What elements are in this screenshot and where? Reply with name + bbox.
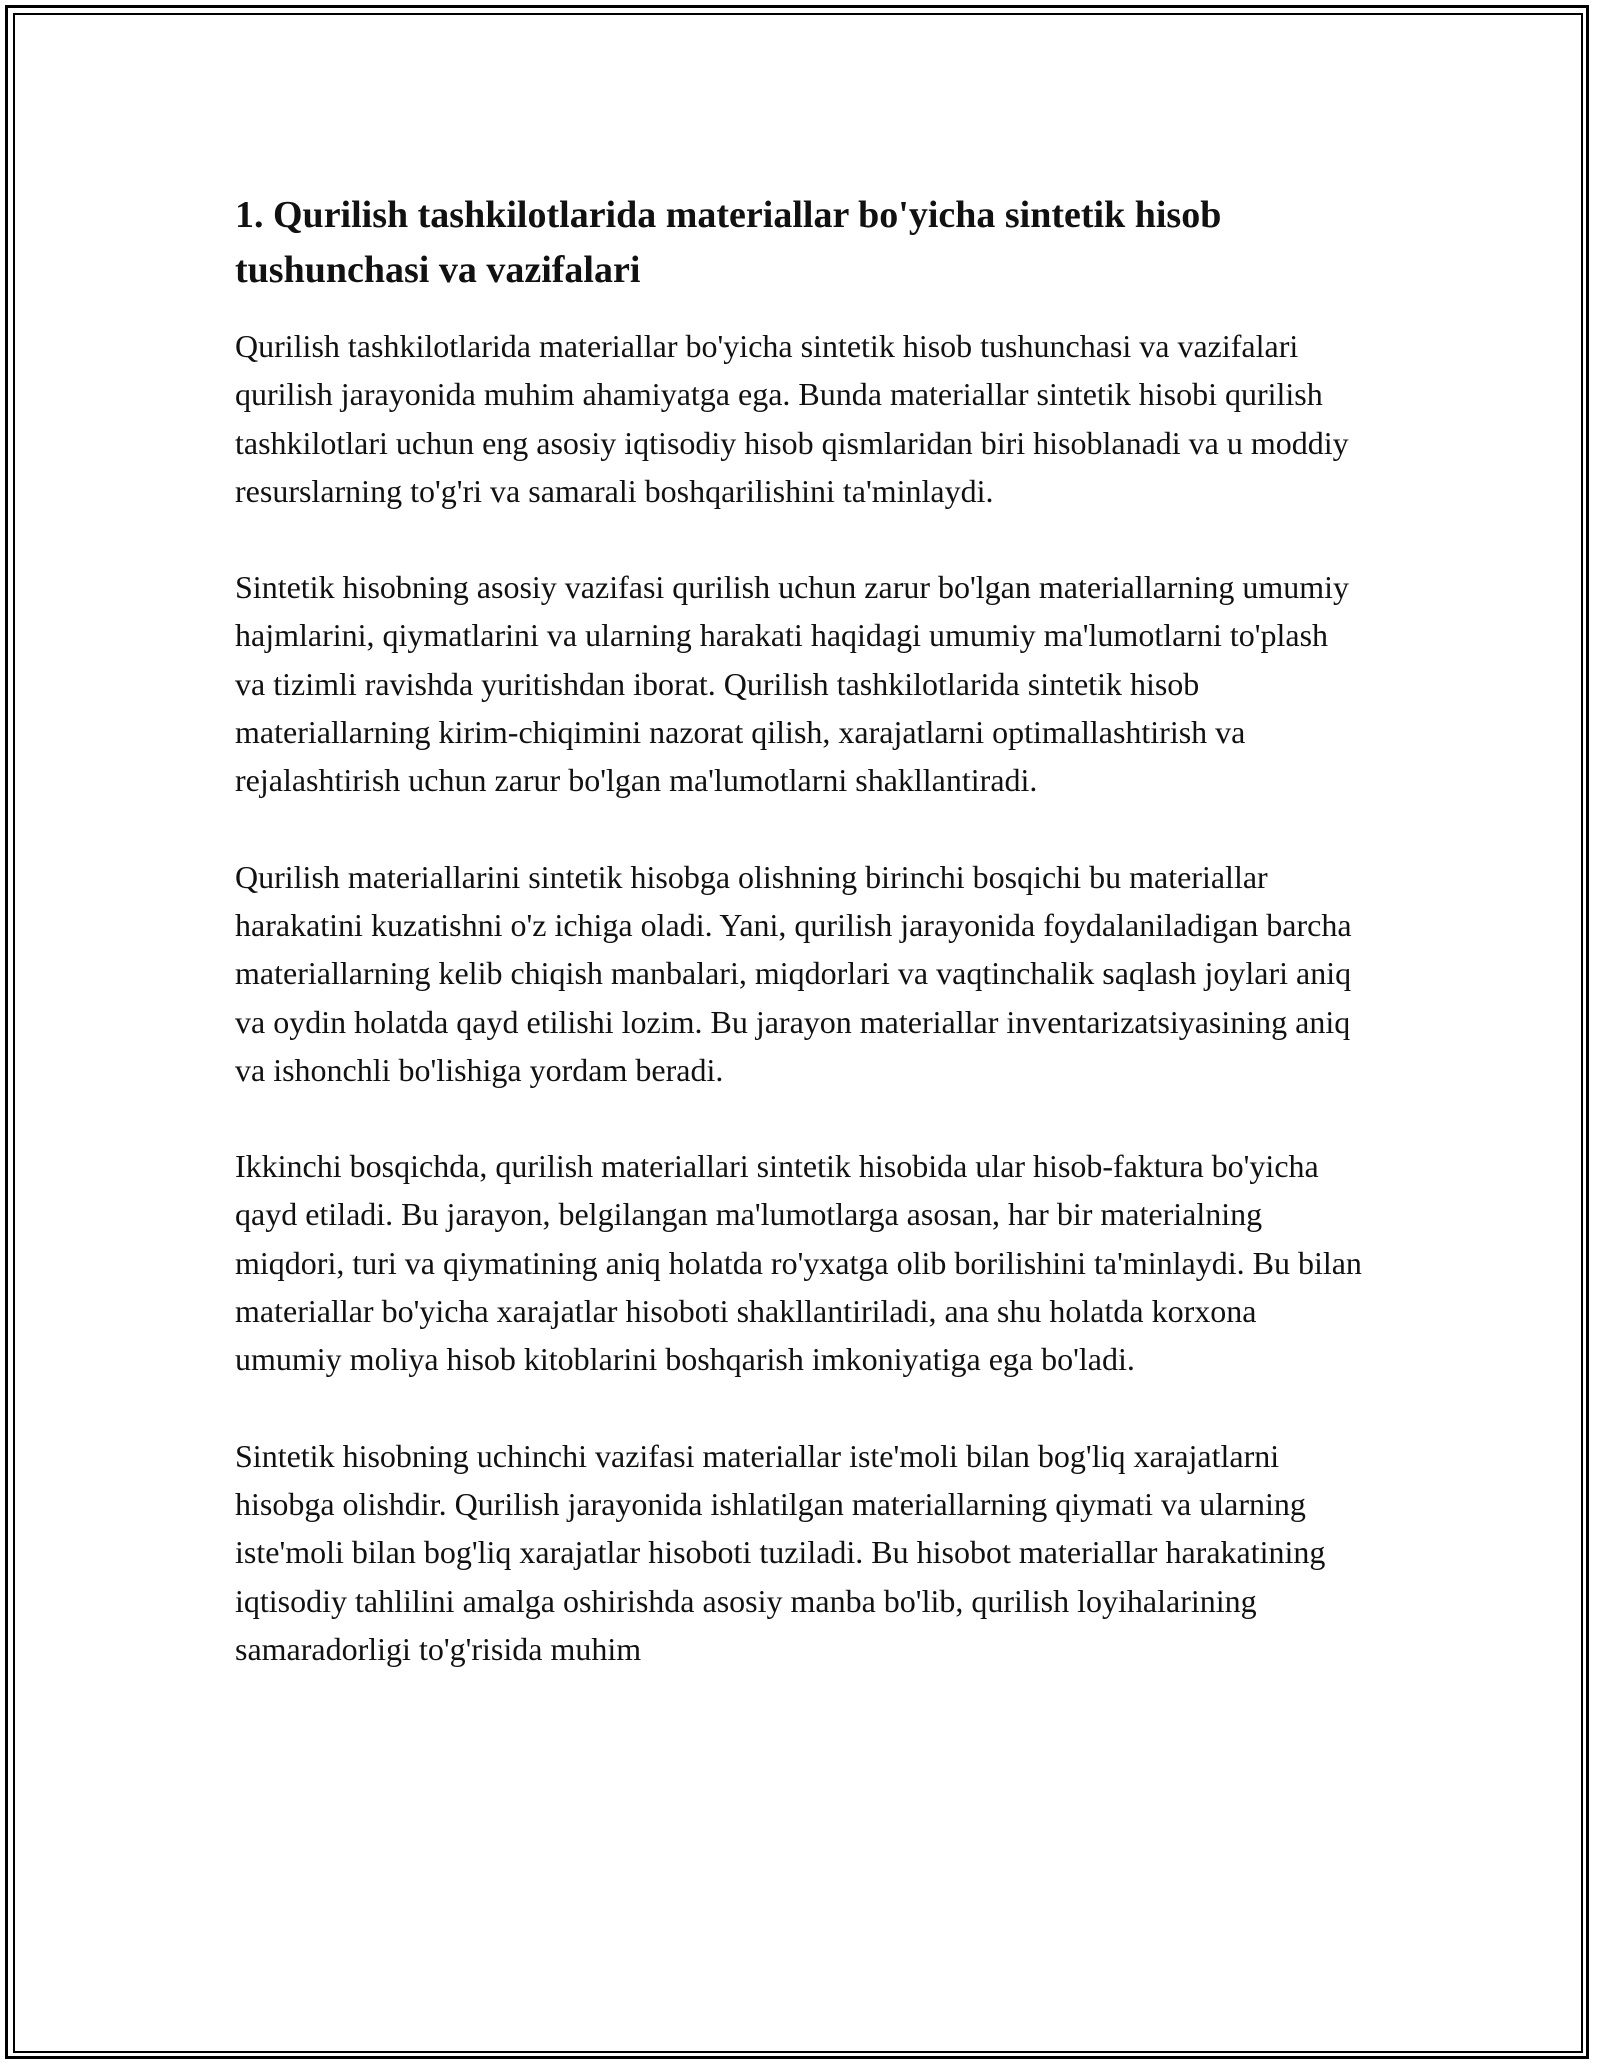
paragraph-2: Sintetik hisobning asosiy vazifasi qurilish uchun zarur bo'lgan materiallarning umumiy hajmlarini, qiymatlarini va ularning harakati haqidagi umumiy ma'lumotlarni to'plash va tizimli ravishda yuritishdan iborat. Qurilish tashkilotlarida sintetik hisob materiallarning kirim-chiqimini nazorat qilish, xarajatlarni optimallashtirish va rejalashtirish uchun zarur bo'lgan ma'lumotlarni shakllantiradi. — [235, 569, 1349, 799]
section-heading: 1. Qurilish tashkilotlarida materiallar bo'yicha sintetik hisob tushunchasi va vazifalari — [235, 194, 1222, 291]
paragraph-5: Sintetik hisobning uchinchi vazifasi materiallar iste'moli bilan bog'liq xarajatlarni hisobga olishdir. Qurilish jarayonida ishlatilgan materiallarning qiymati va ularning iste'moli bilan bog'liq xarajatlar hisoboti tuziladi. Bu hisobot materiallar harakatining iqtisodiy tahlilini amalga oshirishda asosiy manba bo'lib, qurilish loyihalarining samaradorligi to'g'risida muhim — [235, 1437, 1326, 1667]
paragraph-3: Qurilish materiallarini sintetik hisobga olishning birinchi bosqichi bu materiallar harakatini kuzatishni o'z ichiga oladi. Yani, qurilish jarayonida foydalaniladigan barcha materiallarning kelib chiqish manbalari, miqdorlari va vaqtinchalik saqlash joylari aniq va oydin holatda qayd etilishi lozim. Bu jarayon materiallar inventarizatsiyasining aniq va ishonchli bo'lishiga yordam beradi. — [235, 858, 1352, 1088]
paragraph-1: Qurilish tashkilotlarida materiallar bo'yicha sintetik hisob tushunchasi va vazifalari qurilish jarayonida muhim ahamiyatga ega. Bunda materiallar sintetik hisobi qurilish tashkilotlari uchun eng asosiy iqtisodiy hisob qismlaridan biri hisoblanadi va u moddiy resurslarning to'g'ri va samarali boshqarilishini ta'minlaydi. — [235, 328, 1349, 509]
document-body — [235, 188, 1365, 1721]
paragraph-4: Ikkinchi bosqichda, qurilish materiallari sintetik hisobida ular hisob-faktura bo'yicha qayd etiladi. Bu jarayon, belgilangan ma'lumotlarga asosan, har bir materialning miqdori, turi va qiymatining aniq holatda ro'yxatga olib borilishini ta'minlaydi. Bu bilan materiallar bo'yicha xarajatlar hisoboti shakllantiriladi, ana shu holatda korxona umumiy moliya hisob kitoblarini boshqarish imkoniyatiga ega bo'ladi. — [235, 1148, 1362, 1378]
